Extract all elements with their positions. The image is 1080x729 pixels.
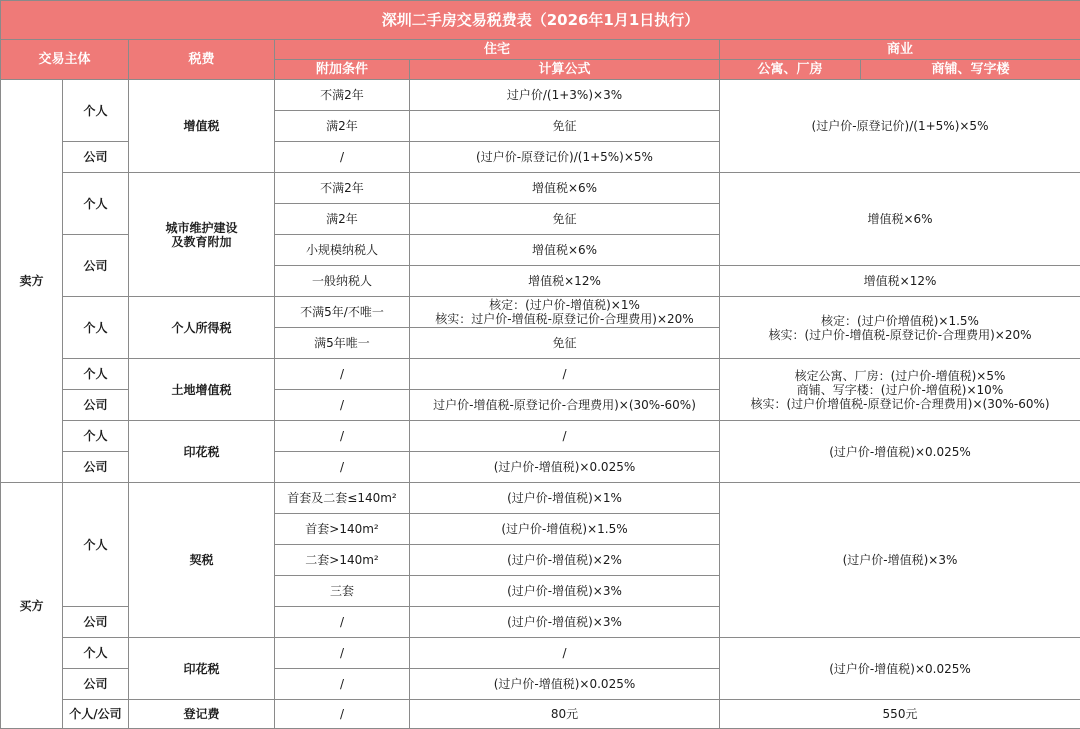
- header-subject: 交易主体: [1, 40, 129, 80]
- formula-cell: (过户价-增值税)×3%: [410, 576, 720, 607]
- condition-cell: 首套>140m²: [275, 514, 410, 545]
- commercial-line: 核实：(过户价-增值税-原登记价-合理费用)×20%: [768, 327, 1032, 342]
- commercial-cell: 550元: [720, 700, 1080, 729]
- formula-cell: 过户价-增值税-原登记价-合理费用)×(30%-60%): [410, 390, 720, 421]
- entity-individual-company: 个人/公司: [63, 700, 129, 729]
- entity-individual: 个人: [63, 359, 129, 390]
- condition-cell: 三套: [275, 576, 410, 607]
- tax-urban-line1: 城市维护建设: [165, 220, 238, 235]
- page-title: 深圳二手房交易税费表（2026年1月1日执行）: [1, 1, 1080, 40]
- condition-cell: 不满2年: [275, 80, 410, 111]
- entity-individual: 个人: [63, 483, 129, 607]
- formula-cell: /: [410, 638, 720, 669]
- formula-cell: 增值税×6%: [410, 235, 720, 266]
- condition-cell: /: [275, 142, 410, 173]
- commercial-cell: (过户价-增值税)×3%: [720, 483, 1080, 638]
- commercial-cell: (过户价-原登记价)/(1+5%)×5%: [720, 80, 1080, 173]
- header-shop: 商铺、写字楼: [861, 60, 1080, 80]
- entity-company: 公司: [63, 235, 129, 297]
- commercial-line: 核实：(过户价增值税-原登记价-合理费用)×(30%-60%): [750, 396, 1050, 411]
- commercial-cell: 增值税×12%: [720, 266, 1080, 297]
- commercial-cell: [720, 359, 1080, 421]
- formula-cell: 免征: [410, 328, 720, 359]
- condition-cell: 满2年: [275, 204, 410, 235]
- tax-land: 土地增值税: [129, 359, 275, 421]
- header-condition: 附加条件: [275, 60, 410, 80]
- entity-individual: 个人: [63, 297, 129, 359]
- condition-cell: /: [275, 607, 410, 638]
- entity-individual: 个人: [63, 638, 129, 669]
- formula-cell: 增值税×6%: [410, 173, 720, 204]
- header-residential: 住宅: [275, 40, 720, 60]
- formula-cell: (过户价-增值税)×1.5%: [410, 514, 720, 545]
- formula-line: 核定：(过户价-增值税)×1%: [489, 298, 640, 312]
- condition-cell: 不满2年: [275, 173, 410, 204]
- formula-cell: (过户价-原登记价)/(1+5%)×5%: [410, 142, 720, 173]
- formula-cell: 80元: [410, 700, 720, 729]
- formula-cell: (过户价-增值税)×3%: [410, 607, 720, 638]
- tax-vat: 增值税: [129, 80, 275, 173]
- commercial-cell: (过户价-增值税)×0.025%: [720, 638, 1080, 700]
- tax-urban-line2: 及教育附加: [171, 234, 232, 249]
- condition-cell: /: [275, 390, 410, 421]
- condition-cell: /: [275, 638, 410, 669]
- entity-company: 公司: [63, 142, 129, 173]
- entity-individual: 个人: [63, 173, 129, 235]
- entity-company: 公司: [63, 607, 129, 638]
- commercial-line: 核定：(过户价增值税)×1.5%: [821, 313, 979, 328]
- formula-cell: (过户价-增值税)×0.025%: [410, 669, 720, 700]
- condition-cell: /: [275, 452, 410, 483]
- formula-cell: 增值税×12%: [410, 266, 720, 297]
- entity-company: 公司: [63, 452, 129, 483]
- formula-cell: [410, 297, 720, 328]
- condition-cell: 满5年唯一: [275, 328, 410, 359]
- condition-cell: 小规模纳税人: [275, 235, 410, 266]
- condition-cell: 不满5年/不唯一: [275, 297, 410, 328]
- condition-cell: 一般纳税人: [275, 266, 410, 297]
- condition-cell: /: [275, 359, 410, 390]
- commercial-cell: [720, 297, 1080, 359]
- formula-cell: /: [410, 421, 720, 452]
- formula-cell: (过户价-增值税)×2%: [410, 545, 720, 576]
- header-formula: 计算公式: [410, 60, 720, 80]
- entity-company: 公司: [63, 390, 129, 421]
- tax-deed: 契税: [129, 483, 275, 638]
- condition-cell: 首套及二套≤140m²: [275, 483, 410, 514]
- commercial-line: 商铺、写字楼：(过户价-增值税)×10%: [796, 382, 1004, 397]
- formula-cell: (过户价-增值税)×1%: [410, 483, 720, 514]
- tax-registration: 登记费: [129, 700, 275, 729]
- commercial-cell: 增值税×6%: [720, 173, 1080, 266]
- condition-cell: /: [275, 669, 410, 700]
- formula-cell: 过户价/(1+3%)×3%: [410, 80, 720, 111]
- entity-individual: 个人: [63, 80, 129, 142]
- formula-cell: 免征: [410, 204, 720, 235]
- entity-individual: 个人: [63, 421, 129, 452]
- condition-cell: /: [275, 421, 410, 452]
- condition-cell: 二套>140m²: [275, 545, 410, 576]
- tax-urban: [129, 173, 275, 297]
- header-commercial: 商业: [720, 40, 1080, 60]
- tax-income: 个人所得税: [129, 297, 275, 359]
- party-buyer: 买方: [1, 483, 63, 729]
- commercial-line: 核定公寓、厂房：(过户价-增值税)×5%: [794, 368, 1006, 383]
- header-tax: 税费: [129, 40, 275, 80]
- condition-cell: /: [275, 700, 410, 729]
- formula-cell: 免征: [410, 111, 720, 142]
- header-apartment: 公寓、厂房: [720, 60, 861, 80]
- formula-cell: /: [410, 359, 720, 390]
- tax-stamp: 印花税: [129, 421, 275, 483]
- tax-stamp-buyer: 印花税: [129, 638, 275, 700]
- party-seller: 卖方: [1, 80, 63, 483]
- formula-cell: (过户价-增值税)×0.025%: [410, 452, 720, 483]
- entity-company: 公司: [63, 669, 129, 700]
- commercial-cell: (过户价-增值税)×0.025%: [720, 421, 1080, 483]
- condition-cell: 满2年: [275, 111, 410, 142]
- formula-line: 核实：过户价-增值税-原登记价-合理费用)×20%: [435, 312, 694, 326]
